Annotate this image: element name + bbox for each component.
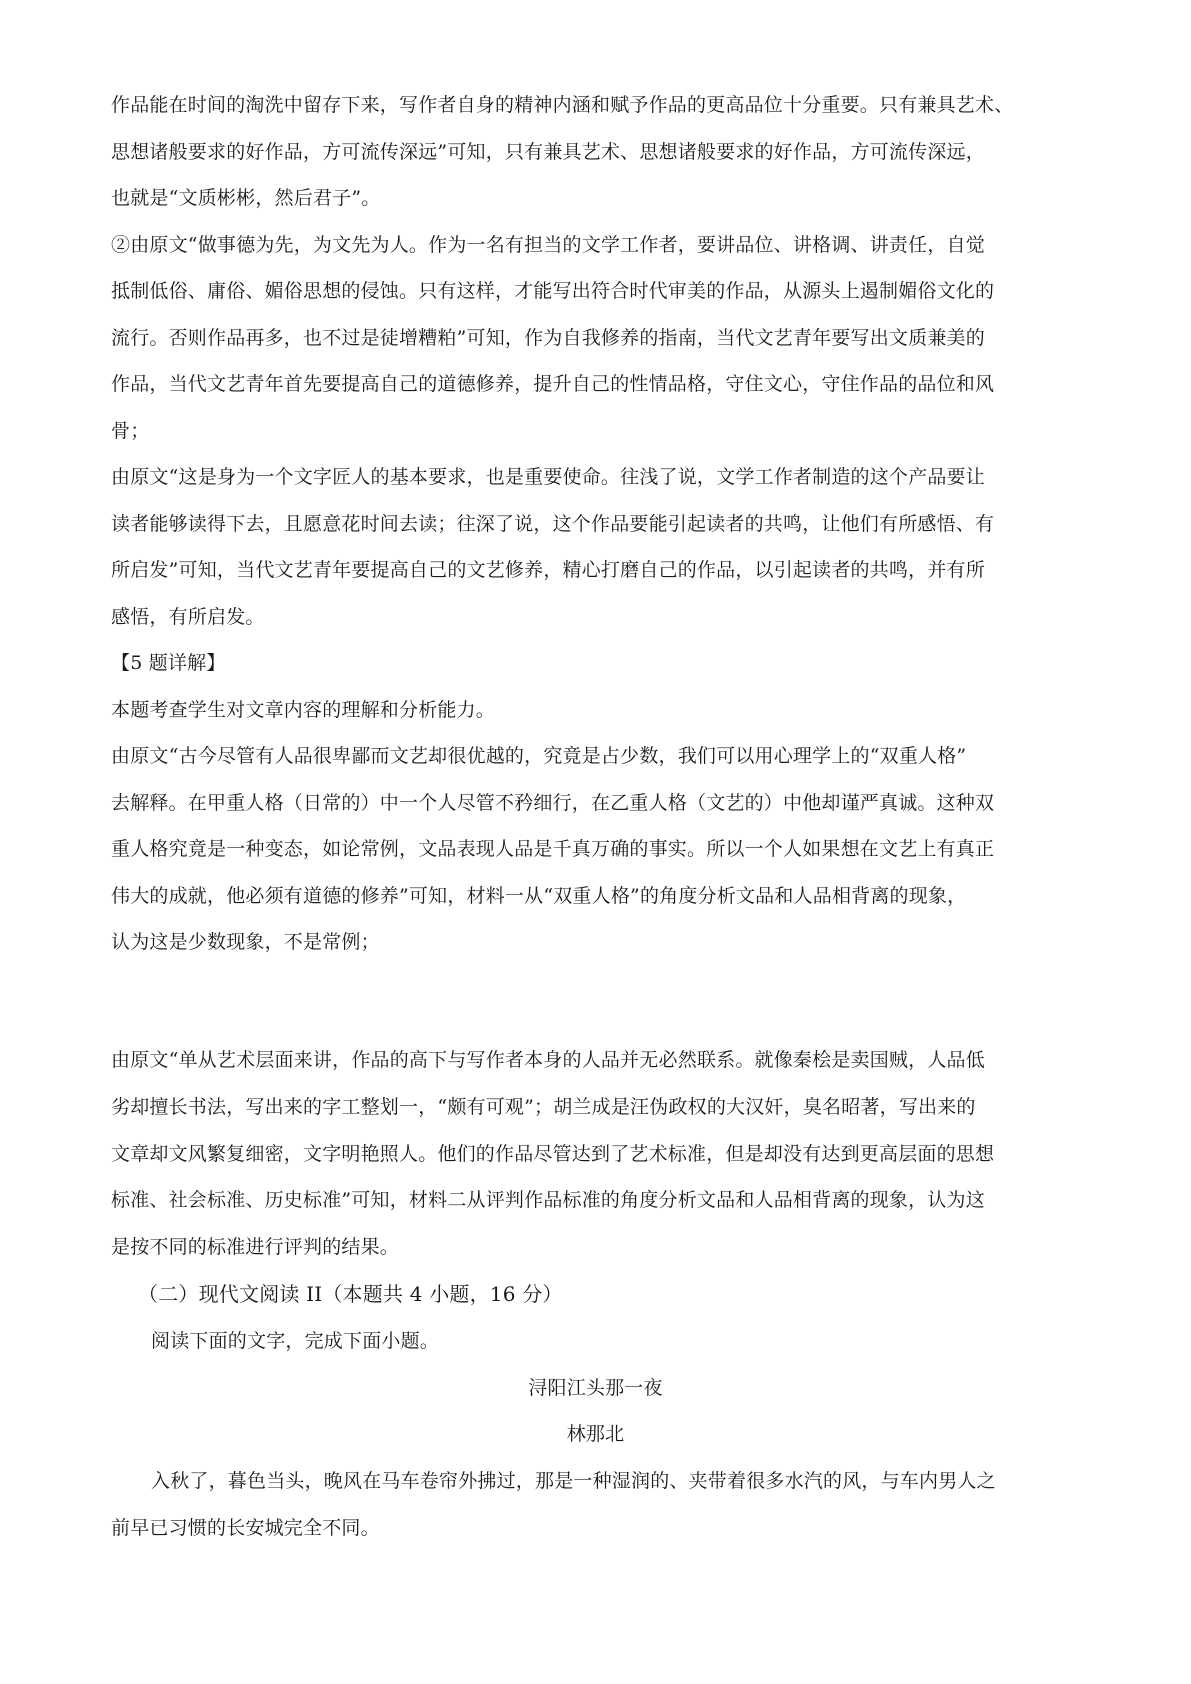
paragraph-line: 骨； xyxy=(111,420,150,442)
paragraph-line: 重人格究竟是一种变态，如论常例，文品表现人品是千真万确的事实。所以一个人如果想在文艺上有真正 xyxy=(111,838,995,860)
answer-heading: 【5 题详解】 xyxy=(111,652,226,674)
paragraph-line: 本题考查学生对文章内容的理解和分析能力。 xyxy=(111,699,496,721)
paragraph-line: 思想诸般要求的好作品，方可流传深远”可知，只有兼具艺术、思想诸般要求的好作品，方可流传深远， xyxy=(111,141,985,163)
paragraph-line: 由原文“单从艺术层面来讲，作品的高下与写作者本身的人品并无必然联系。就像秦桧是卖国贼，人品低 xyxy=(111,1049,985,1071)
paragraph-line: 标准、社会标准、历史标准”可知，材料二从评判作品标准的角度分析文品和人品相背离的现象，认为这 xyxy=(111,1189,985,1211)
paragraph-line: ②由原文“做事德为先，为文先为人。作为一名有担当的文学工作者，要讲品位、讲格调、讲责任，自觉 xyxy=(111,234,985,256)
paragraph-line: 由原文“古今尽管有人品很卑鄙而文艺却很优越的，究竟是占少数，我们可以用心理学上的“双重人格” xyxy=(111,745,967,767)
paragraph-line: 所启发”可知，当代文艺青年要提高自己的文艺修养，精心打磨自己的作品，以引起读者的共鸣，并有所 xyxy=(111,559,985,581)
paragraph-line: 感悟，有所启发。 xyxy=(111,606,265,628)
story-paragraph-line: 入秋了，暮色当头，晚风在马车卷帘外拂过，那是一种湿润的、夹带着很多水汽的风，与车内男人之 xyxy=(151,1470,996,1492)
story-author: 林那北 xyxy=(566,1423,625,1445)
story-title: 浔阳江头那一夜 xyxy=(528,1377,663,1399)
instruction-text: 阅读下面的文字，完成下面小题。 xyxy=(151,1330,440,1352)
paragraph-line: 认为这是少数现象，不是常例； xyxy=(111,931,380,953)
paragraph-line: 是按不同的标准进行评判的结果。 xyxy=(111,1236,400,1258)
paragraph-line: 劣却擅长书法，写出来的字工整划一，“颇有可观”；胡兰成是汪伪政权的大汉奸，臭名昭著，写出来的 xyxy=(111,1096,976,1118)
paragraph-line: 伟大的成就，他必须有道德的修养”可知，材料一从“双重人格”的角度分析文品和人品相背离的现象， xyxy=(111,885,967,907)
section-heading: （二）现代文阅读 II（本题共 4 小题，16 分） xyxy=(138,1282,563,1306)
paragraph-line: 文章却文风繁复细密，文字明艳照人。他们的作品尽管达到了艺术标准，但是却没有达到更高层面的思想 xyxy=(111,1143,995,1165)
paragraph-line: 流行。否则作品再多，也不过是徒增糟粕”可知，作为自我修养的指南，当代文艺青年要写出文质兼美的 xyxy=(111,327,985,349)
paragraph-line: 由原文“这是身为一个文字匠人的基本要求，也是重要使命。往浅了说，文学工作者制造的这个产品要让 xyxy=(111,466,985,488)
paragraph-line: 抵制低俗、庸俗、媚俗思想的侵蚀。只有这样，才能写出符合时代审美的作品，从源头上遏制媚俗文化的 xyxy=(111,280,995,302)
paragraph-line: 去解释。在甲重人格（日常的）中一个人尽管不矜细行，在乙重人格（文艺的）中他却谨严真诚。这种双 xyxy=(111,792,995,814)
paragraph-line: 也就是“文质彬彬，然后君子”。 xyxy=(111,187,381,209)
paragraph-line: 读者能够读得下去，且愿意花时间去读；往深了说，这个作品要能引起读者的共鸣，让他们有所感悟、有 xyxy=(111,513,995,535)
paragraph-line: 作品，当代文艺青年首先要提高自己的道德修养，提升自己的性情品格，守住文心，守住作品的品位和风 xyxy=(111,373,995,395)
story-paragraph-line: 前早已习惯的长安城完全不同。 xyxy=(111,1517,380,1539)
paragraph-line: 作品能在时间的淘洗中留存下来，写作者自身的精神内涵和赋予作品的更高品位十分重要。只有兼具艺术、 xyxy=(111,94,1014,116)
